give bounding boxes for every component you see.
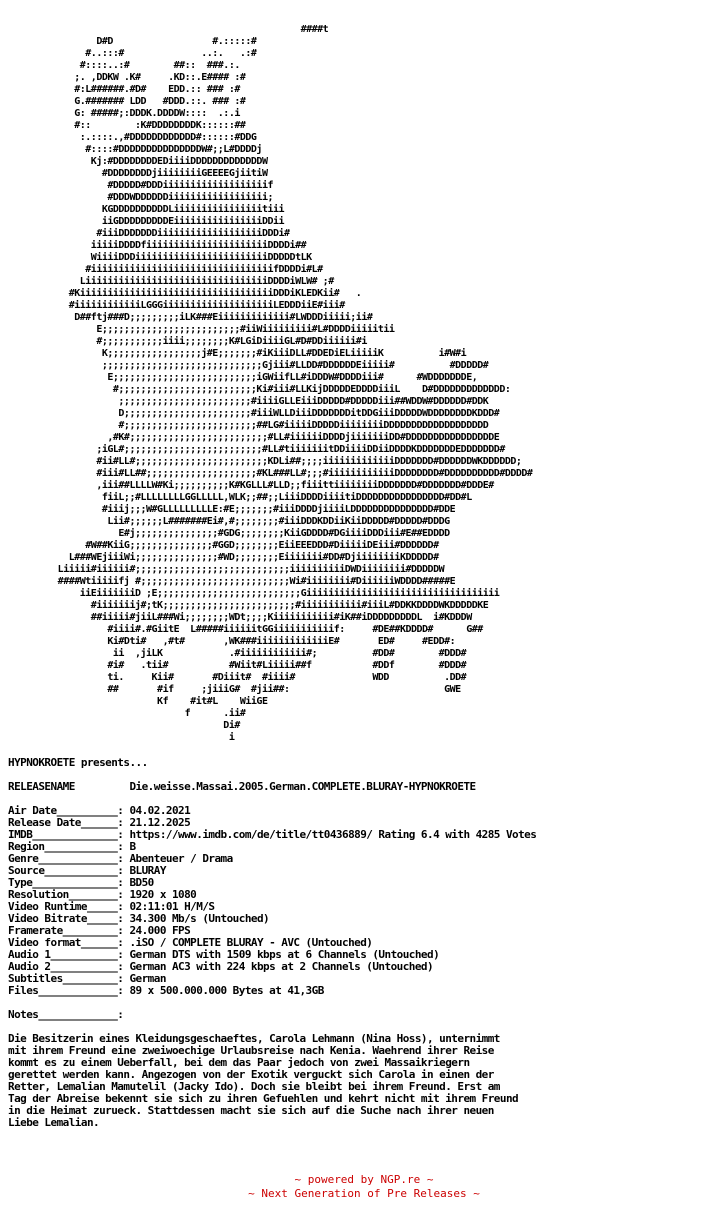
info-line-video-format: Video format______: .iSO / COMPLETE BLURAY - AVC (Untouched): [8, 936, 373, 949]
info-line-audio-1: Audio 1___________: German DTS with 1509 kbps at 6 Channels (Untouched): [8, 948, 440, 961]
info-line-release-date: Release Date______: 21.12.2025: [8, 816, 191, 829]
info-line-subtitles: Subtitles_________: German: [8, 972, 166, 985]
info-line-type: Type______________: BD50: [8, 876, 154, 889]
notes-line: mit ihrem Freund eine zweiwoechige Urlaubsreise nach Kenia. Waehrend ihrer Reise: [8, 1044, 494, 1057]
info-line-audio-2: Audio 2___________: German AC3 with 224 kbps at 2 Channels (Untouched): [8, 960, 434, 973]
notes-line: Tag der Abreise bekennt sie sich zu ihren Gefuehlen und kehrt nicht mit ihrem Freund: [8, 1092, 519, 1105]
ascii-art-logo: ####t D#D #.:::::# #..:::# ..:. .:# #::::..:# ##:: ###.:. ;. ,DDKW .K# .KD::.E#### :# #:L######.#D# EDD.:: ### :# G.####### LDD #DDD.::. ### :# G: #####;:DDDK.DDDDW:::: .:.i #:: :K#DDDDDDDDK::::::## :.::::.,#DDDDDDDDDDDD#::::::#DDG #::::#DDDDDDDDDDDDDDDW#;;L#DDDDj Kj:#DDDDDDDDEDiiiiDDDDDDDDDDDDDW #DDDDDDDDjiiiiiiiiGEEEEGjiitiW #DDDDD#DDDiiiiiiiiiiiiiiiiiiif #DDDWDDDDDDiiiiiiiiiiiiiiiiii; KGDDDDDDDDDDLiiiiiiiiiiiiiiiitiii iiGDDDDDDDDDEiiiiiiiiiiiiiiiiDDii #iiiDDDDDDDiiiiiiiiiiiiiiiiiiiDDDi# iiiiiDDDDfiiiiiiiiiiiiiiiiiiiiiiDDDDi## WiiiiDDDiiiiiiiiiiiiiiiiiiiiiiiiDDDDDtLK #iiiiiiiiiiiiiiiiiiiiiiiiiiiiiiiiifDDDDi#L# LiiiiiiiiiiiiiiiiiiiiiiiiiiiiiiiiiDDDDiWLW# ;# #KiiiiiiiiiiiiiiiiiiiiiiiiiiiiiiiiiiiDDDiKLEDKii# . #iiiiiiiiiiiiLGGGiiiiiiiiiiiiiiiiiiiiLEDDDiiE#iii# D##ftj###D;;;;;;;;;iLK###Eiiiiiiiiiiiii#LWDDDiiiii;ii# E;;;;;;;;;;;;;;;;;;;;;;;;;#iiWiiiiiiiii#L#DDDDiiiiitii #;;;;;;;;;;;iiii;;;;;;;;K#LGiDiiiiGL#D#DDiiiiii#i K;;;;;;;;;;;;;;;;;j#E;;;;;;;#iKiiiDLL#DDEDiELiiiiiK i#W#i ;;;;;;;;;;;;;;;;;;;;;;;;;;;;;Gjiii#LLDD#DDDDDDEiiiii# #DDDDD# E;;;;;;;;;;;;;;;;;;;;;;;;;;iGWiifLL#iDDDW#DDDDiii# #WDDDDDDDE, #;;;;;;;;;;;;;;;;;;;;;;;;;Ki#iii#LLKijDDDDDEDDDDiiiL D#DDDDDDDDDDDDD: ;;;;;;;;;;;;;;;;;;;;;;;;#iiiiGLLEiiiDDDDD#DDDDDiii##WDDW#DDDDDD#DDK D;;;;;;;;;;;;;;;;;;;;;;;#iiiWLLDiiiDDDDDDDitDDGiiiDDDDDWDDDDDDDDKDDD# #;;;;;;;;;;;;;;;;;;;;;;;;##LG#iiiiiDDDDDiiiiiiiiDDDDDDDDDDDDDDDDDDD ,#K#;;;;;;;;;;;;;;;;;;;;;;;;;#LL#iiiiiiDDDDjiiiiiiiDD#DDDDDDDDDDDDDDDDE ;iGL#;;;;;;;;;;;;;;;;;;;;;;;;;#LL#tiiiiiiitDDiiiiDDiiDDDDKDDDDDDDEDDDDDDD# #ii#LL#;;;;;;;;;;;;;;;;;;;;;;;;KDLi##;;;;iiiiiiiiiiiiiDDDDDDD#DDDDDDWKDDDDDD; #iii#LL##;;;;;;;;;;;;;;;;;;;;#KL###LL#;;;#iiiiiiiiiiiiDDDDDDDD#DDDDDDDDDD#DDDD# ,iii##LLLLW#Ki;;;;;;;;;;K#KGLLL#LLD;;fiiittiiiiiiiiDDDDDDD#DDDDDDD#DDDE# fiiL;;#LLLLLLLLGGLLLLL,WLK;;##;;LiiiDDDDiiiitiDDDDDDDDDDDDDDDD#DD#L #iiij;;;W#GLLLLLLLLLE:#E;;;;;;;#iiiDDDDjiiiiLDDDDDDDDDDDDDDD#DDE Lii#;;;;;;L#######Ei#,#;;;;;;;;#iiiDDDKDDiiKiiDDDDD#DDDDD#DDDG E#j;;;;;;;;;;;;;;;#GDG;;;;;;;;KiiGDDDD#DGiiiiDDDiii#E##EDDDD #W##KiiG;;;;;;;;;;;;;;;#GGD;;;;;;;;EiiEEEDDD#DiiiiiDEiii#DDDDDD# L###WEjiiiWi;;;;;;;;;;;;;;;#WD;;;;;;;;Eiiiiiii#DD#DjiiiiiiiiKDDDDD# Liiiii#iiiiii#;;;;;;;;;;;;;;;;;;;;;;;;;;;;iiiiiiiiiiDWDiiiiiiii#DDDDDW ####Wtiiiiifj #;;;;;;;;;;;;;;;;;;;;;;;;;;;Wi#iiiiiiii#DiiiiiiWDDDD#####E iiEiiiiiiiD ;E;;;;;;;;;;;;;;;;;;;;;;;;;;Giiiiiiiiiiiiiiiiiiiiiiiiiiiiiiiiiii #iiiiiiij#;tK;;;;;;;;;;;;;;;;;;;;;;;;#iiiiiiiiiii#iiiL#DDKKDDDDWKDDDDDKE ##iiiii#jiiL###Wi;;;;;;;;WDt;;;;Kiiiiiiiiiii#iK##iDDDDDDDDDL i#KDDDW #iiii#.#GiitE L#####iiiiiitGGiiiiiiiiiiif: #DE##KDDDD# G## Ki#Dti# ,#t# ,WK###iiiiiiiiiiiiiE# ED# #EDD#: ii ,jiLK .#iiiiiiiiiiii#; #DD# #DDD# #i# .tii# #Wiit#Liiiii##f #DDf #DDD# ti. Kii# #Diiit# #iiii# WDD .DD# ## #if ;jiiiG# #jii##: GWE Kf #it#L WiiGE f .ii# Di# i: [57, 24, 533, 743]
info-line-source: Source____________: BLURAY: [8, 864, 166, 877]
notes-line: Retter, Lemalian Mamutelil (Jacky Ido). Doch sie bleibt bei ihrem Freund. Erst am: [8, 1080, 500, 1093]
notes-line: in die Heimat zurueck. Stattdessen macht sie sich auf die Suche nach ihrer neuen: [8, 1104, 494, 1117]
notes-text: [8, 1033, 518, 1129]
notes-line: Liebe Lemalian.: [8, 1116, 100, 1129]
notes-line: kommt es zu einem Ueberfall, bei dem das Paar jedoch von zwei Massaikriegern: [8, 1056, 470, 1069]
notes-label: Notes_____________:: [8, 1008, 124, 1021]
footer-tagline: ~ Next Generation of Pre Releases ~: [248, 1187, 480, 1200]
info-line-framerate: Framerate_________: 24.000 FPS: [8, 924, 191, 937]
info-line-video-bitrate: Video Bitrate_____: 34.300 Mb/s (Untouched): [8, 912, 270, 925]
info-line-video-runtime: Video Runtime_____: 02:11:01 H/M/S: [8, 900, 215, 913]
notes-line: gerettet werden kann. Angezogen von der Exotik verguckt sich Carola in einen der: [8, 1068, 494, 1081]
info-line-region: Region____________: B: [8, 840, 136, 853]
info-line-imdb: IMDB______________: https://www.imdb.com/de/title/tt0436889/ Rating 6.4 with 4285 Votes: [8, 828, 537, 841]
release-info-table: [8, 805, 536, 997]
release-name-line: RELEASENAME Die.weisse.Massai.2005.German.COMPLETE.BLURAY-HYPNOKROETE: [8, 780, 476, 793]
info-line-air-date: Air Date__________: 04.02.2021: [8, 804, 191, 817]
footer-powered-by: ~ powered by NGP.re ~: [294, 1173, 434, 1186]
info-line-files: Files_____________: 89 x 500.000.000 Bytes at 41,3GB: [8, 984, 324, 997]
presents-line: HYPNOKROETE presents...: [8, 756, 148, 769]
info-line-resolution: Resolution________: 1920 x 1080: [8, 888, 197, 901]
info-line-genre: Genre_____________: Abenteuer / Drama: [8, 852, 233, 865]
notes-line: Die Besitzerin eines Kleidungsgeschaeftes, Carola Lehmann (Nina Hoss), unternimmt: [8, 1032, 500, 1045]
